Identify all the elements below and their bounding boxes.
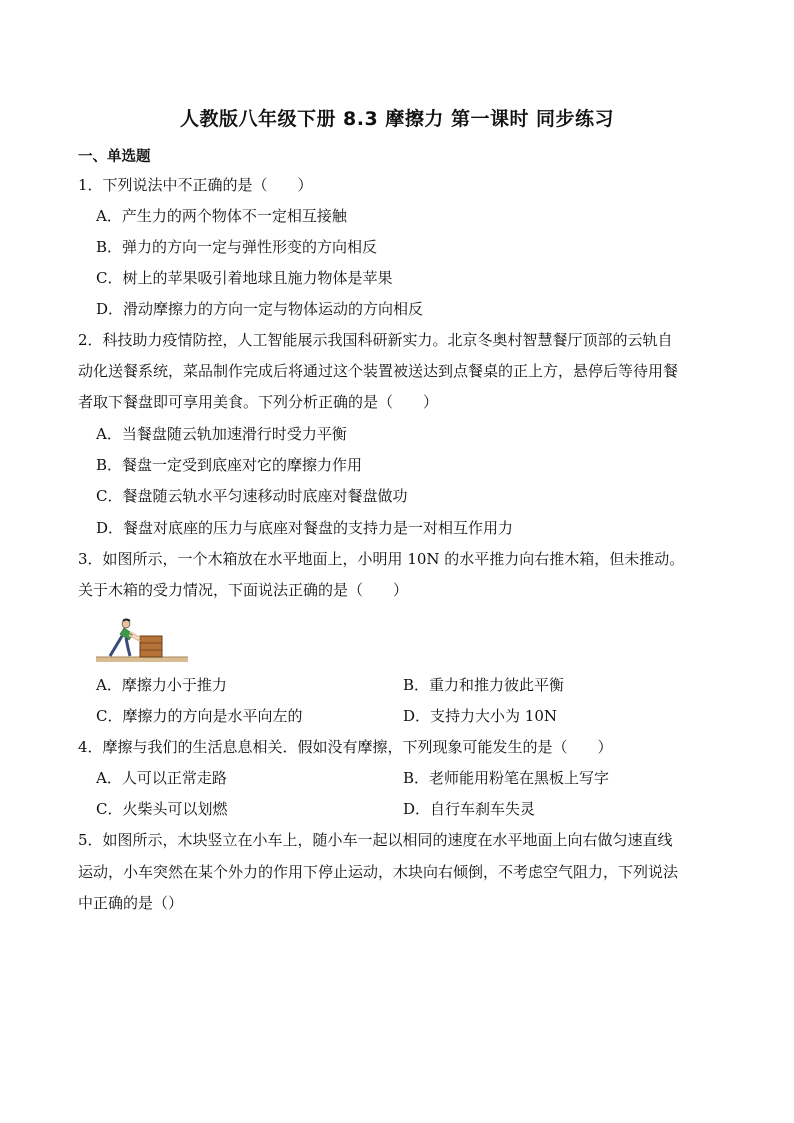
q1-option-c: C．树上的苹果吸引着地球且施力物体是苹果 — [96, 269, 393, 287]
q4-option-a: A．人可以正常走路 — [96, 769, 227, 787]
q1-stem: 1．下列说法中不正确的是（ ） — [78, 176, 313, 194]
section-heading: 一、单选题 — [78, 149, 151, 165]
q3-option-b: B．重力和推力彼此平衡 — [403, 676, 565, 694]
q4-option-d: D．自行车刹车失灵 — [403, 800, 536, 818]
q2-option-d: D．餐盘对底座的压力与底座对餐盘的支持力是一对相互作用力 — [96, 519, 514, 537]
wooden-box — [140, 636, 162, 657]
person-leg — [110, 636, 122, 656]
person-leg — [126, 638, 130, 656]
q5-stem-line-1: 5．如图所示，木块竖立在小车上，随小车一起以相同的速度在水平地面上向右做匀速直线 — [78, 831, 673, 849]
q3-stem-line-2: 关于木箱的受力情况，下面说法正确的是（ ） — [78, 581, 409, 599]
person-pushing-box-illustration — [96, 616, 190, 666]
q3-stem-line-1: 3．如图所示，一个木箱放在水平地面上，小明用 10N 的水平推力向右推木箱，但未推动。 — [78, 550, 685, 568]
q2-stem-line-1: 2．科技助力疫情防控，人工智能展示我国科研新实力。北京冬奥村智慧餐厅顶部的云轨自 — [78, 331, 673, 349]
q5-stem-line-3: 中正确的是（） — [78, 894, 184, 912]
q1-option-b: B．弹力的方向一定与弹性形变的方向相反 — [96, 238, 378, 256]
ground-strip — [96, 657, 188, 662]
q1-option-d: D．滑动摩擦力的方向一定与物体运动的方向相反 — [96, 300, 424, 318]
q2-option-a: A．当餐盘随云轨加速滑行时受力平衡 — [96, 425, 347, 443]
q2-stem-line-2: 动化送餐系统，菜品制作完成后将通过这个装置被送达到点餐桌的正上方，悬停后等待用餐 — [78, 362, 679, 380]
q4-option-c: C．火柴头可以划燃 — [96, 800, 228, 818]
q3-option-d: D．支持力大小为 10N — [403, 707, 558, 725]
q4-option-b: B．老师能用粉笔在黑板上写字 — [403, 769, 610, 787]
q3-option-a: A．摩擦力小于推力 — [96, 676, 227, 694]
page-title: 人教版八年级下册 8.3 摩擦力 第一课时 同步练习 — [179, 108, 615, 130]
q1-option-a: A．产生力的两个物体不一定相互接触 — [96, 207, 347, 225]
q2-stem-line-3: 者取下餐盘即可享用美食。下列分析正确的是（ ） — [78, 393, 439, 411]
q5-stem-line-2: 运动，小车突然在某个外力的作用下停止运动，木块向右倾倒，不考虑空气阻力，下列说法 — [78, 863, 679, 881]
q3-option-c: C．摩擦力的方向是水平向左的 — [96, 707, 303, 725]
q2-option-b: B．餐盘一定受到底座对它的摩擦力作用 — [96, 456, 363, 474]
q4-stem: 4．摩擦与我们的生活息息相关．假如没有摩擦，下列现象可能发生的是（ ） — [78, 738, 613, 756]
q2-option-c: C．餐盘随云轨水平匀速移动时底座对餐盘做功 — [96, 487, 408, 505]
